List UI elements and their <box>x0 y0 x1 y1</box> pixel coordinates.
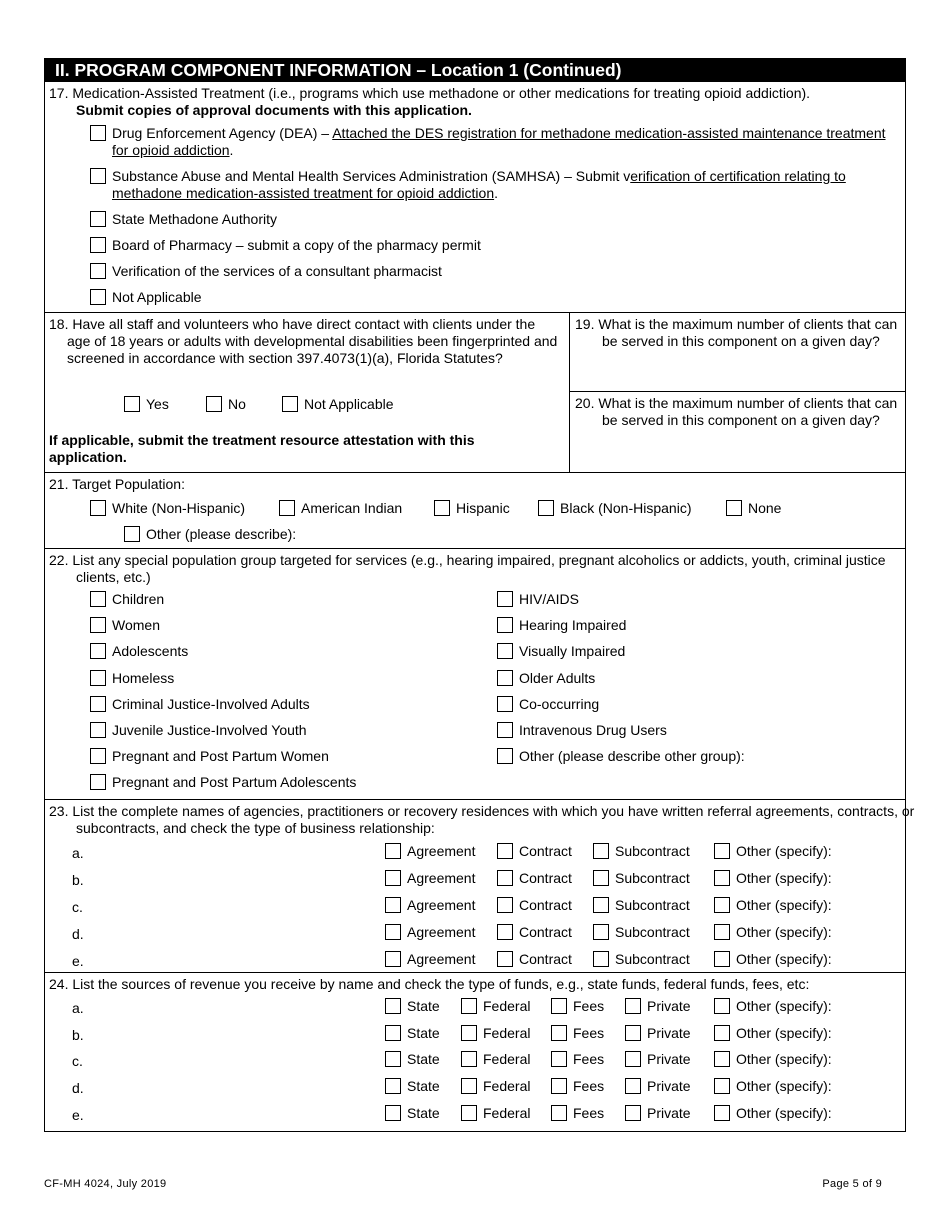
question-22: 22. List any special population group targeted for services (e.g., hearing impaired, pregnant alcoholics or addicts, youth, criminal justice clients, etc.) Children Women Adolescents Homeless Criminal Justice-Involved Adults Juvenile Justice-Involved Youth Pregnant and Post Partum Women Pregnant and Post Partum Adolescents HIV/AIDS Hearing Impaired Visually Impaired Older Adults Co-occurring Intravenous Drug Users Other (please describe other group): <box>45 548 905 799</box>
checkbox[interactable] <box>551 1025 567 1041</box>
checkbox[interactable] <box>90 591 106 607</box>
question-24: 24. List the sources of revenue you receive by name and check the type of funds, e.g., state funds, federal funds, fees, etc: a. State Federal Fees Private Other (specify): b. State Federal Fees Private Other (specify): c. State Federal Fees Private Other (specify): d. State Federal Fees Private Other (specify): e. State Federal Fees Private Other (specify): <box>45 972 905 1131</box>
checkbox[interactable] <box>385 870 401 886</box>
checkbox[interactable] <box>497 722 513 738</box>
q21-option-white[interactable]: White (Non-Hispanic) <box>90 500 245 517</box>
page-number: Page 5 of 9 <box>822 1178 882 1190</box>
checkbox[interactable] <box>714 1051 730 1067</box>
q23-row-1-type-1[interactable]: Contract <box>497 870 572 887</box>
checkbox[interactable] <box>593 843 609 859</box>
question-19: 19. What is the maximum number of clients that can be served in this component on a given day? <box>570 313 905 392</box>
q24-row-1-type-4[interactable]: Other (specify): <box>714 1025 832 1042</box>
checkbox[interactable] <box>497 951 513 967</box>
q23-row-label: d. <box>72 926 84 942</box>
checkbox[interactable] <box>90 211 106 227</box>
checkbox[interactable] <box>714 1105 730 1121</box>
q17-option-consultant[interactable]: Verification of the services of a consultant pharmacist <box>90 263 890 280</box>
checkbox[interactable] <box>279 500 295 516</box>
checkbox[interactable] <box>461 998 477 1014</box>
checkbox[interactable] <box>90 125 106 141</box>
checkbox[interactable] <box>497 870 513 886</box>
q24-row-2-type-3[interactable]: Private <box>625 1051 691 1068</box>
checkbox[interactable] <box>90 168 106 184</box>
q17-option-state-methadone[interactable]: State Methadone Authority <box>90 211 890 228</box>
q17-option-samhsa[interactable]: Substance Abuse and Mental Health Services Administration (SAMHSA) – Submit verification of certification relating to methadone medication-assisted treatment for opioid addiction. <box>90 168 890 202</box>
q22-option-left-4[interactable]: Criminal Justice-Involved Adults <box>90 696 310 713</box>
q17-option-pharmacy[interactable]: Board of Pharmacy – submit a copy of the pharmacy permit <box>90 237 890 254</box>
checkbox[interactable] <box>497 643 513 659</box>
checkbox[interactable] <box>385 1105 401 1121</box>
q17-option-not-applicable[interactable]: Not Applicable <box>90 289 890 306</box>
q23-row-4-type-0[interactable]: Agreement <box>385 951 475 968</box>
q23-row-1-type-0[interactable]: Agreement <box>385 870 475 887</box>
checkbox[interactable] <box>714 897 730 913</box>
checkbox[interactable] <box>625 1105 641 1121</box>
q23-row-2-type-0[interactable]: Agreement <box>385 897 475 914</box>
q23-row-3-type-0[interactable]: Agreement <box>385 924 475 941</box>
checkbox[interactable] <box>551 998 567 1014</box>
checkbox[interactable] <box>385 1051 401 1067</box>
q24-row-4-type-4[interactable]: Other (specify): <box>714 1105 832 1122</box>
checkbox[interactable] <box>497 617 513 633</box>
q22-option-right-5[interactable]: Intravenous Drug Users <box>497 722 667 739</box>
checkbox[interactable] <box>551 1051 567 1067</box>
q17-text: 17. Medication-Assisted Treatment (i.e., programs which use methadone or other medications for treating opioid addiction). Submit copies of approval documents with this application. <box>49 85 811 118</box>
q21-option-none[interactable]: None <box>726 500 781 517</box>
q23-row-label: e. <box>72 953 84 969</box>
checkbox[interactable] <box>497 696 513 712</box>
checkbox[interactable] <box>551 1105 567 1121</box>
checkbox[interactable] <box>461 1078 477 1094</box>
checkbox[interactable] <box>90 643 106 659</box>
form-section-program-component <box>44 58 915 1132</box>
q17-bold-note: Submit copies of approval documents with this application. <box>76 102 472 118</box>
checkbox[interactable] <box>714 998 730 1014</box>
checkbox[interactable] <box>625 1051 641 1067</box>
checkbox[interactable] <box>538 500 554 516</box>
q21-option-black[interactable]: Black (Non-Hispanic) <box>538 500 691 517</box>
checkbox[interactable] <box>385 924 401 940</box>
q24-row-2-type-4[interactable]: Other (specify): <box>714 1051 832 1068</box>
q17-option-dea[interactable]: Drug Enforcement Agency (DEA) – Attached the DES registration for methadone medication-assisted maintenance treatment for opioid addiction. <box>90 125 890 159</box>
question-17 <box>45 81 905 312</box>
checkbox[interactable] <box>714 1025 730 1041</box>
q22-option-left-1[interactable]: Women <box>90 617 160 634</box>
checkbox[interactable] <box>90 289 106 305</box>
q23-row-4-type-2[interactable]: Subcontract <box>593 951 690 968</box>
q23-row-3-type-1[interactable]: Contract <box>497 924 572 941</box>
checkbox[interactable] <box>90 263 106 279</box>
q22-option-right-6[interactable]: Other (please describe other group): <box>497 748 745 765</box>
q24-row-2-type-2[interactable]: Fees <box>551 1051 604 1068</box>
checkbox[interactable] <box>593 951 609 967</box>
checkbox[interactable] <box>206 396 222 412</box>
checkbox[interactable] <box>726 500 742 516</box>
form-id: CF-MH 4024, July 2019 <box>44 1178 167 1190</box>
checkbox[interactable] <box>90 774 106 790</box>
checkbox[interactable] <box>593 897 609 913</box>
q24-row-label: e. <box>72 1106 84 1123</box>
checkbox[interactable] <box>714 843 730 859</box>
q18-bold-note: If applicable, submit the treatment resource attestation with this application. <box>49 432 475 465</box>
q22-option-right-4[interactable]: Co-occurring <box>497 696 599 713</box>
q24-row-0-type-1[interactable]: Federal <box>461 998 530 1015</box>
q24-row-label: b. <box>72 1026 84 1043</box>
checkbox[interactable] <box>625 1078 641 1094</box>
q18-yes[interactable]: Yes <box>124 396 169 413</box>
q21-option-hispanic[interactable]: Hispanic <box>434 500 510 517</box>
q24-row-0-type-0[interactable]: State <box>385 998 440 1015</box>
q23-row-1-type-3[interactable]: Other (specify): <box>714 870 832 887</box>
checkbox[interactable] <box>385 951 401 967</box>
q22-option-right-3[interactable]: Older Adults <box>497 670 595 687</box>
q24-row-label: a. <box>72 1000 84 1016</box>
q24-row-2-type-0[interactable]: State <box>385 1051 440 1068</box>
checkbox[interactable] <box>593 870 609 886</box>
q24-row-1-type-0[interactable]: State <box>385 1025 440 1042</box>
q21-option-other[interactable]: Other (please describe): <box>124 526 296 543</box>
checkbox[interactable] <box>625 1025 641 1041</box>
q22-option-left-3[interactable]: Homeless <box>90 670 174 687</box>
checkbox[interactable] <box>497 591 513 607</box>
checkbox[interactable] <box>714 951 730 967</box>
checkbox[interactable] <box>385 897 401 913</box>
q22-option-right-2[interactable]: Visually Impaired <box>497 643 625 660</box>
q24-row-1-type-1[interactable]: Federal <box>461 1025 530 1042</box>
q23-row-0-type-1[interactable]: Contract <box>497 843 572 860</box>
checkbox[interactable] <box>385 1025 401 1041</box>
q21-option-american-indian[interactable]: American Indian <box>279 500 402 517</box>
checkbox[interactable] <box>461 1105 477 1121</box>
q23-row-0-type-3[interactable]: Other (specify): <box>714 843 832 860</box>
checkbox[interactable] <box>497 897 513 913</box>
checkbox[interactable] <box>124 526 140 542</box>
q24-row-3-type-0[interactable]: State <box>385 1078 440 1095</box>
checkbox[interactable] <box>282 396 298 412</box>
q23-row-2-type-1[interactable]: Contract <box>497 897 572 914</box>
q22-option-right-0[interactable]: HIV/AIDS <box>497 591 579 608</box>
question-23: 23. List the complete names of agencies, practitioners or recovery residences with which you have written referral agreements, contracts, or subcontracts, and check the type of business relationship: a. Agreement Contract Subcontract Other (specify): b. Agreement Contract Subcontract Other (specify): c. Agreement Contract Subcontract Other (specify): d. Agreement Contract Subcontract Other (specify): e. Agreement Contract Subcontract Other (specify): <box>45 799 905 972</box>
q23-row-2-type-2[interactable]: Subcontract <box>593 897 690 914</box>
q24-row-4-type-0[interactable]: State <box>385 1105 440 1122</box>
q22-option-left-0[interactable]: Children <box>90 591 164 608</box>
q24-row-1-type-2[interactable]: Fees <box>551 1025 604 1042</box>
q22-option-right-1[interactable]: Hearing Impaired <box>497 617 626 634</box>
checkbox[interactable] <box>497 748 513 764</box>
checkbox[interactable] <box>714 870 730 886</box>
checkbox[interactable] <box>461 1025 477 1041</box>
q24-row-4-type-1[interactable]: Federal <box>461 1105 530 1122</box>
checkbox[interactable] <box>714 1078 730 1094</box>
checkbox[interactable] <box>497 843 513 859</box>
q23-row-4-type-1[interactable]: Contract <box>497 951 572 968</box>
checkbox[interactable] <box>385 998 401 1014</box>
q24-row-2-type-1[interactable]: Federal <box>461 1051 530 1068</box>
q24-row-4-type-3[interactable]: Private <box>625 1105 691 1122</box>
checkbox[interactable] <box>90 696 106 712</box>
checkbox[interactable] <box>461 1051 477 1067</box>
checkbox[interactable] <box>385 843 401 859</box>
checkbox[interactable] <box>385 1078 401 1094</box>
q22-option-left-5[interactable]: Juvenile Justice-Involved Youth <box>90 722 307 739</box>
q24-row-0-type-3[interactable]: Private <box>625 998 691 1015</box>
q22-option-left-7[interactable]: Pregnant and Post Partum Adolescents <box>90 774 356 791</box>
section-header: II. PROGRAM COMPONENT INFORMATION – Location 1 (Continued) <box>45 59 905 81</box>
checkbox[interactable] <box>90 500 106 516</box>
checkbox[interactable] <box>497 670 513 686</box>
q24-row-label: d. <box>72 1080 84 1097</box>
q24-row-3-type-2[interactable]: Fees <box>551 1078 604 1095</box>
questions-18-20: 18. Have all staff and volunteers who have direct contact with clients under the age of 18 years or adults with developmental disabilities been fingerprinted and screened in accordance with section 397.4073(1)(a), Florida Statutes? Yes No Not Applicable If applicable, submit the treatment resource attestation with this application. 19. What is the maximum number of clients that can be served in this component on a given day? 20. What is the maximum number of clients that can be served in this component on a given day? <box>45 312 905 472</box>
checkbox[interactable] <box>90 237 106 253</box>
checkbox[interactable] <box>593 924 609 940</box>
q24-row-0-type-2[interactable]: Fees <box>551 998 604 1015</box>
checkbox[interactable] <box>124 396 140 412</box>
checkbox[interactable] <box>714 924 730 940</box>
q18-no[interactable]: No <box>206 396 246 413</box>
q23-row-3-type-2[interactable]: Subcontract <box>593 924 690 941</box>
q24-row-0-type-4[interactable]: Other (specify): <box>714 998 832 1015</box>
checkbox[interactable] <box>434 500 450 516</box>
q23-row-0-type-0[interactable]: Agreement <box>385 843 475 860</box>
q23-row-label: c. <box>72 899 83 915</box>
q23-row-4-type-3[interactable]: Other (specify): <box>714 951 832 968</box>
q24-row-3-type-4[interactable]: Other (specify): <box>714 1078 832 1095</box>
q18-not-applicable[interactable]: Not Applicable <box>282 396 394 413</box>
q23-row-0-type-2[interactable]: Subcontract <box>593 843 690 860</box>
q24-row-3-type-3[interactable]: Private <box>625 1078 691 1095</box>
checkbox[interactable] <box>90 670 106 686</box>
q23-row-2-type-3[interactable]: Other (specify): <box>714 897 832 914</box>
q23-row-1-type-2[interactable]: Subcontract <box>593 870 690 887</box>
question-18: 18. Have all staff and volunteers who have direct contact with clients under the age of 18 years or adults with developmental disabilities been fingerprinted and screened in accordance with section 397.4073(1)(a), Florida Statutes? Yes No Not Applicable If applicable, submit the treatment resource attestation with this application. <box>45 313 570 472</box>
checkbox[interactable] <box>90 722 106 738</box>
checkbox[interactable] <box>497 924 513 940</box>
checkbox[interactable] <box>90 748 106 764</box>
q24-row-label: c. <box>72 1053 83 1070</box>
q23-row-label: a. <box>72 845 84 861</box>
checkbox[interactable] <box>625 998 641 1014</box>
q23-row-3-type-3[interactable]: Other (specify): <box>714 924 832 941</box>
q22-option-left-6[interactable]: Pregnant and Post Partum Women <box>90 748 329 765</box>
q23-row-label: b. <box>72 872 84 888</box>
question-21: 21. Target Population: White (Non-Hispanic) American Indian Hispanic Black (Non-Hispanic) None Other (please describe): <box>45 472 905 548</box>
q24-row-4-type-2[interactable]: Fees <box>551 1105 604 1122</box>
checkbox[interactable] <box>551 1078 567 1094</box>
q24-row-1-type-3[interactable]: Private <box>625 1025 691 1042</box>
q24-row-3-type-1[interactable]: Federal <box>461 1078 530 1095</box>
checkbox[interactable] <box>90 617 106 633</box>
q22-option-left-2[interactable]: Adolescents <box>90 643 188 660</box>
